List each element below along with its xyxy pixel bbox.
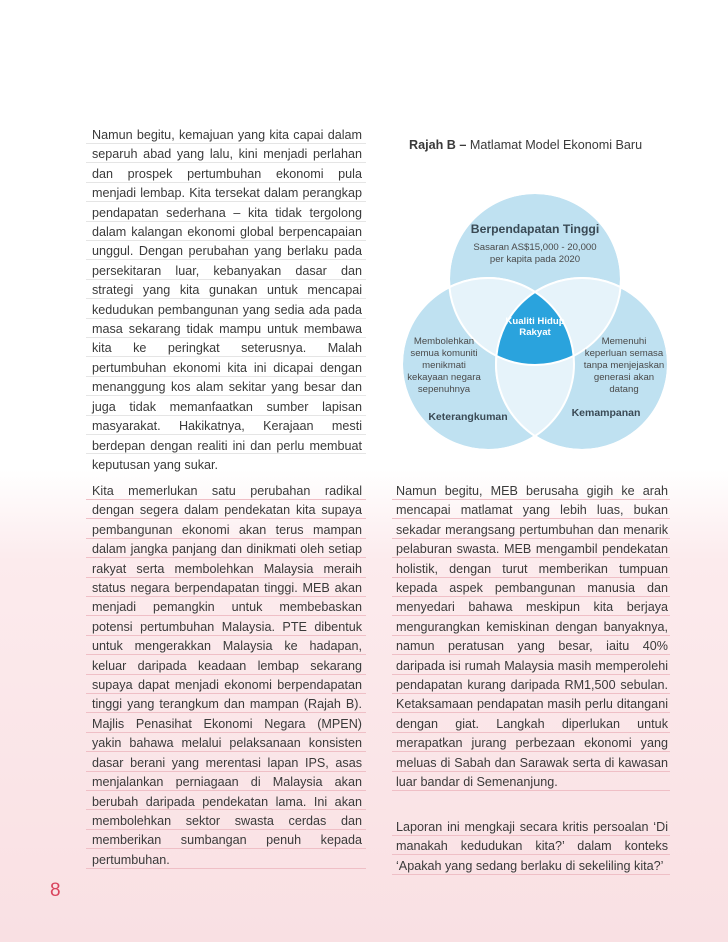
ruled-line [392,771,670,772]
top-circle-sub-1: Sasaran AS$15,000 - 20,000 [473,242,597,253]
ruled-line [86,499,366,500]
ruled-line [392,674,670,675]
ruled-line [86,279,366,280]
left-circle-title: Keterangkuman [428,411,508,423]
right-paragraph-1: Namun begitu, MEB berusaha gigih ke arah mencapai matlamat yang lebih luas, bukan sekadar merangsang pertumbuhan dan menarik pelaburan swasta. MEB mengambil pendekatan holistik, dengan turut memberikan tumpuan kepada aspek pembangunan manusia dan menyedari bahawa meskipun kita berjaya mengurangkan kemiskinan dengan banyaknya, namun peratusan yang besar, iaitu 40% daripada isi rumah Malaysia masih memperolehi pendapatan kurang daripada RM1,500 sebulan. Ketaksamaan pendapatan masih perlu ditangani dengan giat. Langkah diperlukan untuk merapatkan jurang perbezaan ekonomi yang meluas di Sabah dan Sarawak serta di kawasan luar bandar di Semenanjung. [396,484,668,790]
ruled-line [392,712,670,713]
ruled-line [86,259,366,260]
center-label-2: Rakyat [519,327,551,338]
ruled-line [392,557,670,558]
ruled-line [392,596,670,597]
left-paragraph-2: Kita memerlukan satu perubahan radikal dengan segera dalam pendekatan kita supaya pembangunan ekonomi akan terus mampan dalam jangka panjang dan dinikmati oleh setiap rakyat serta membolehkan Malaysia meraih status negara berpendapatan tinggi. MEB akan menjadi pemangkin untuk membebaskan potensi pertumbuhan Malaysia. PTE dibentuk untuk mengerakkan Malaysia ke hadapan, keluar daripada keadaan lembap sekarang supaya dapat menjadi ekonomi berpendapatan tinggi yang terangkum dan mampan (Rajah B). Majlis Penasihat Ekonomi Negara (MPEN) yakin bahawa melalui pelaksanaan konsisten dasar berani yang merentasi lapan IPS, asas menjalankan perniagaan di Malaysia akan berubah daripada pendekatan lama. Ini akan membolehkan sektor swasta cerdas dan memberikan sumbangan penuh kepada pertumbuhan. [92,484,362,867]
ruled-line [86,240,366,241]
ruled-line [86,596,366,597]
figure-label: Rajah B – [409,138,467,152]
ruled-line [392,874,670,875]
ruled-line [86,732,366,733]
ruled-line [86,395,366,396]
ruled-line [86,577,366,578]
ruled-line [86,143,366,144]
ruled-line [86,829,366,830]
ruled-line [86,809,366,810]
ruled-line [86,635,366,636]
ruled-line [86,751,366,752]
ruled-line [86,557,366,558]
ruled-line [86,771,366,772]
left-circle-line-4: kekayaan negara [407,372,481,383]
right-circle-line-5: datang [609,384,639,395]
ruled-line [86,415,366,416]
ruled-line [86,298,366,299]
ruled-line [86,848,366,849]
ruled-line [392,835,670,836]
left-circle-line-1: Membolehkan [413,336,475,347]
left-circle-line-2: semua komuniti [410,348,478,359]
ruled-line [86,654,366,655]
right-paragraph-2: Laporan ini mengkaji secara kritis persoalan ‘Di manakah kedudukan kita?’ dalam konteks ‘Apakah yang sedang berlaku di sekeliling kita?’ [396,820,668,873]
right-circle-line-2: keperluan semasa [584,348,664,359]
ruled-line [86,615,366,616]
ruled-line [392,615,670,616]
ruled-line [392,538,670,539]
ruled-line [392,732,670,733]
ruled-line [86,790,366,791]
ruled-line [392,577,670,578]
ruled-line [392,635,670,636]
ruled-line [392,693,670,694]
venn-diagram [396,178,674,468]
ruled-line [86,201,366,202]
ruled-line [392,751,670,752]
ruled-line [392,790,670,791]
ruled-line [86,356,366,357]
top-circle-title: Berpendapatan Tinggi [470,222,600,236]
ruled-line [86,182,366,183]
left-paragraph-1: Namun begitu, kemajuan yang kita capai dalam separuh abad yang lalu, kini menjadi perlahan dan prospek pertumbuhan ekonomi pula menjadi lembap. Kita tersekat dalam perangkap pendapatan sederhana – kita tidak tergolong dalam kalangan ekonomi global berpencapaian unggul. Dengan perubahan yang berlaku pada persekitaran luar, kebanyakan dasar dan strategi yang kita gunakan untuk mencapai kedudukan pembangunan yang sedia ada pada masa sekarang tidak mampu untuk membawa kita ke peringkat seterusnya. Malah pertumbuhan ekonomi kita ini dicapai dengan menanggung kos alam sekitar yang besar dan juga tidak memanfaatkan sumber lapisan masyarakat. Hakikatnya, Kerajaan mesti berdepan dengan realiti ini dan perlu membuat keputusan yang sukar. [92,128,362,472]
ruled-line [392,518,670,519]
ruled-line [86,337,366,338]
left-circle-line-5: sepenuhnya [417,384,471,395]
right-circle-title: Kemampanan [571,407,641,419]
ruled-line [392,654,670,655]
ruled-line [86,376,366,377]
figure-title [409,138,642,152]
figure-title-text: Matlamat Model Ekonomi Baru [469,138,643,152]
ruled-line [86,318,366,319]
ruled-line [392,854,670,855]
ruled-line [86,693,366,694]
ruled-line [86,518,366,519]
left-circle-line-3: menikmati [422,360,466,371]
top-circle-sub-2: per kapita pada 2020 [489,254,581,265]
right-circle-line-3: tanpa menjejaskan [583,360,665,371]
ruled-line [86,868,366,869]
ruled-line [86,674,366,675]
right-circle-line-1: Memenuhi [601,336,647,347]
ruled-line [86,434,366,435]
center-label-1: Kualiti Hidup [505,316,565,327]
page-number: 8 [50,880,61,901]
ruled-line [392,499,670,500]
ruled-line [86,712,366,713]
right-circle-line-4: generasi akan [593,372,655,383]
ruled-line [86,538,366,539]
ruled-line [86,453,366,454]
ruled-line [86,221,366,222]
ruled-line [86,162,366,163]
